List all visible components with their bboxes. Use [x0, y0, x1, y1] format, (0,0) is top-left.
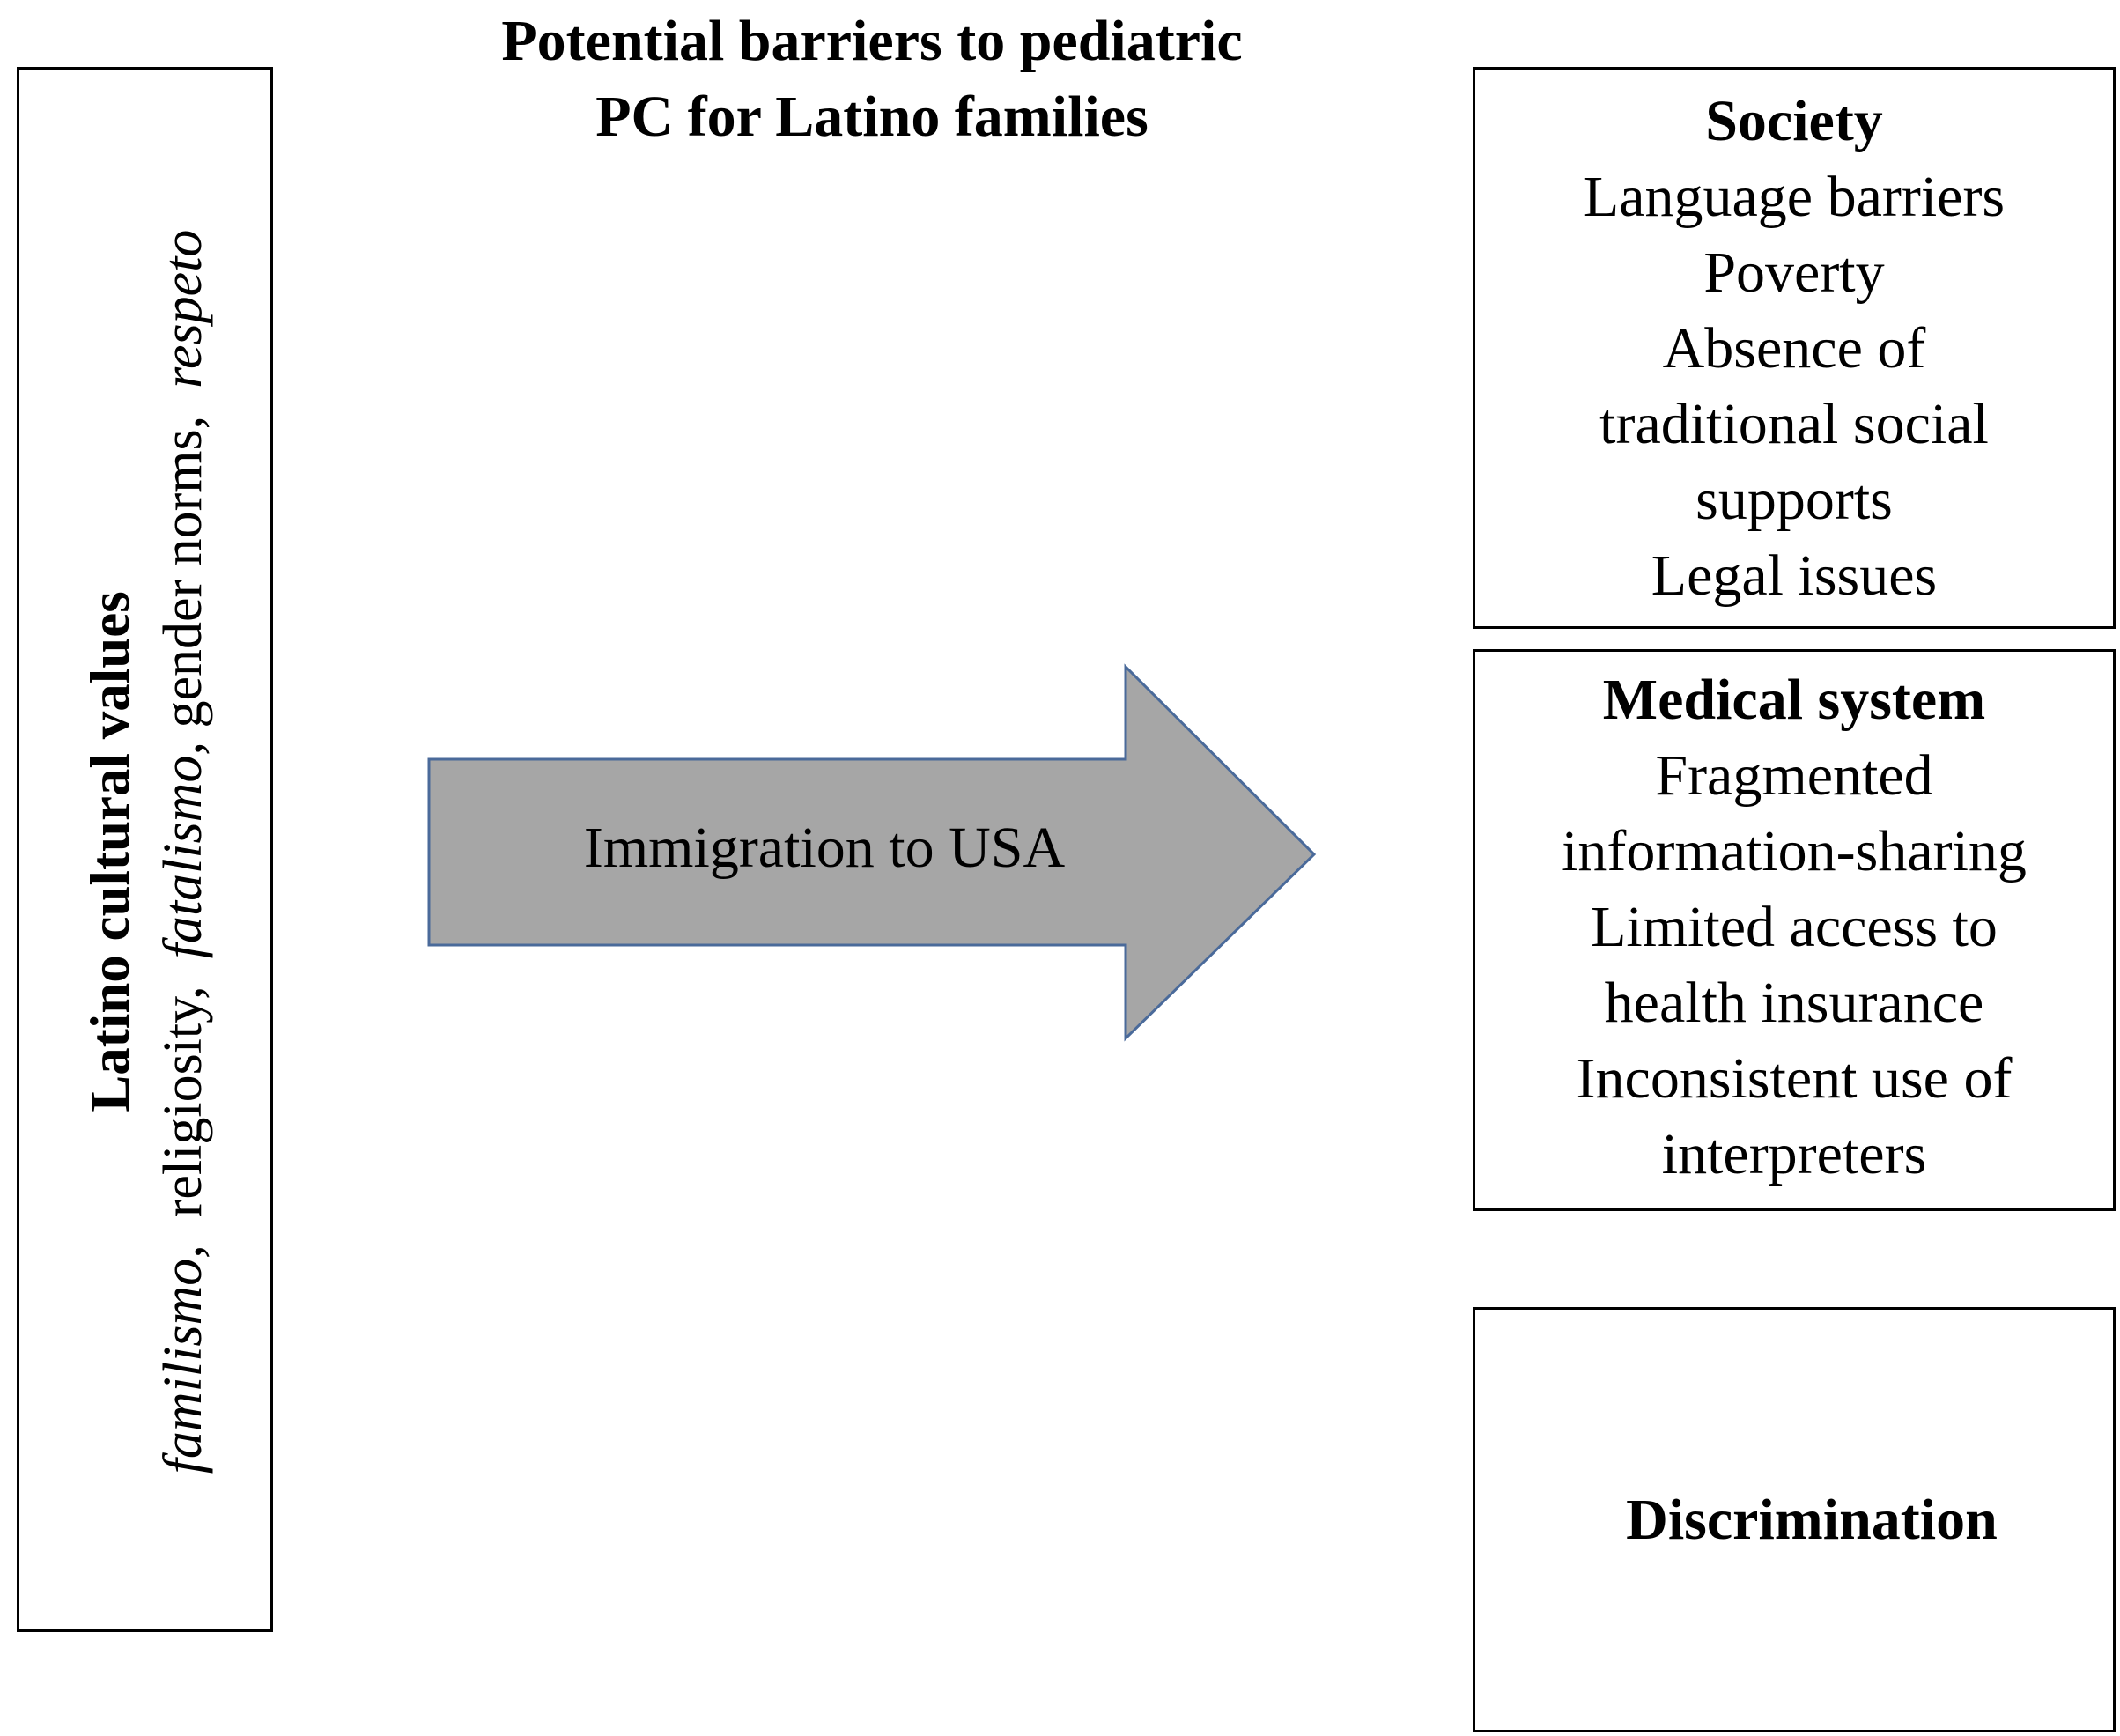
- medical-item: information-sharing: [1562, 819, 2027, 883]
- diagram-title-line-1: Potential barriers to pediatric: [501, 9, 1243, 73]
- diagram-title-line-2: PC for Latino families: [595, 85, 1149, 149]
- cultural-values-rotated-text: [55, 94, 240, 1609]
- society-item: Legal issues: [1651, 543, 1938, 608]
- value-familismo: familismo,: [153, 1245, 213, 1474]
- medical-item: Inconsistent use of: [1576, 1046, 2013, 1111]
- medical-item: interpreters: [1661, 1122, 1927, 1186]
- arrow-label: Immigration to USA: [583, 816, 1066, 880]
- cultural-values-box: [17, 67, 273, 1632]
- medical-item: Fragmented: [1655, 743, 1933, 808]
- society-title: Society: [1705, 89, 1883, 153]
- society-item: Language barriers: [1583, 165, 2006, 229]
- medical-system-box: [1473, 649, 2116, 1211]
- society-item: Poverty: [1703, 240, 1885, 305]
- medical-item: Limited access to: [1591, 895, 1998, 959]
- value-gender-norms: gender norms,: [153, 415, 213, 728]
- society-item: Absence of: [1662, 316, 1926, 380]
- cultural-values-list: [146, 230, 220, 1474]
- society-item: supports: [1695, 468, 1893, 532]
- medical-system-title: Medical system: [1602, 668, 1986, 732]
- diagram-title: [379, 4, 1365, 155]
- value-fatalismo: fatalismo,: [153, 742, 213, 959]
- discrimination-box: [1473, 1307, 2116, 1732]
- value-religiosity: religiosity,: [153, 986, 213, 1218]
- value-respeto: respeto: [153, 229, 213, 388]
- medical-item: health insurance: [1604, 971, 1984, 1035]
- society-item: traditional social: [1599, 392, 1989, 456]
- society-box: [1473, 67, 2116, 629]
- cultural-values-title: Latino cultural values: [79, 591, 141, 1112]
- discrimination-title: Discrimination: [1626, 1487, 1998, 1552]
